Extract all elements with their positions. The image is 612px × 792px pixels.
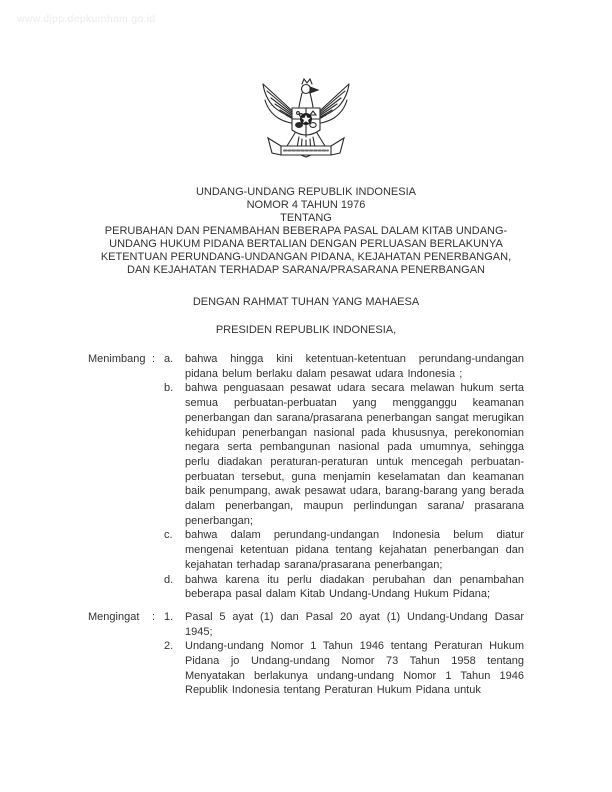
invocation-line: DENGAN RAHMAT TUHAN YANG MAHAESA — [192, 296, 420, 308]
considering-separator: : — [152, 353, 156, 365]
recalling-separator: : — [152, 610, 156, 623]
spacer — [88, 573, 152, 602]
spacer — [152, 573, 164, 602]
title-subject-line: PERUBAHAN DAN PENAMBAHAN BEBERAPA PASAL DALAM KITAB UNDANG- — [104, 225, 508, 237]
spacer — [152, 381, 164, 528]
item-text: bahwa hingga kini ketentuan-ketentuan perundang-undangan pidana belum berlaku dalam pesawat udara Indonesia ; — [185, 353, 524, 380]
spacer — [88, 639, 152, 698]
item-text: bahwa karena itu perlu diadakan perubahan dan penambahan beberapa pasal dalam Kitab Undang-Undang Hukum Pidana; — [185, 573, 524, 601]
item-text: Undang-undang Nomor 1 Tahun 1946 tentang Peraturan Hukum Pidana jo Undang-undang Nomor 73 Tahun 1958 tentang Menyatakan berlakunya undang-undang Nomor 1 Tahun 1946 Republik Indonesia tentang Peraturan Hukum Pidana untuk — [185, 640, 524, 697]
item-text: bahwa penguasaan pesawat udara secara melawan hukum serta semua perbuatan-perbuatan yang mengganggu keamanan penerbangan dan sarana/prasarana penerbangan sangat merugikan kehidupan penerbangan nasional pada khususnya, perekonomian negara serta pembangunan nasional pada umumnya, sehingga perlu diadakan peraturan-peraturan untuk mencegah perbuatan-perbuatan tersebut, guna menjamin keselamatan dan keamanan baik penumpang, awak pesawat udara, barang-barang yang berada dalam penerbangan, maupun perlindungan sarana/ prasarana penerbangan; — [185, 382, 524, 527]
item-text: bahwa dalam perundang-undangan Indonesia belum diatur mengenai ketentuan pidana tentang kejahatan penerbangan dan kejahatan terhadap sarana/prasarana penerbangan; — [185, 529, 524, 571]
item-marker: d. — [164, 573, 174, 586]
title-subject-line: UNDANG HUKUM PIDANA BERTALIAN DENGAN PERLUASAN BERLAKUNYA — [109, 238, 503, 250]
considering-section — [88, 352, 524, 602]
title-line-institution: UNDANG-UNDANG REPUBLIK INDONESIA — [195, 186, 417, 198]
title-line-tentang: TENTANG — [280, 212, 332, 224]
item-marker: 2. — [164, 640, 174, 653]
garuda-pancasila-emblem — [254, 74, 358, 170]
item-marker: a. — [164, 353, 174, 365]
clauses-area — [88, 352, 524, 698]
spacer — [152, 639, 164, 698]
document-title-block — [56, 186, 556, 277]
authority-line: PRESIDEN REPUBLIK INDONESIA, — [215, 324, 397, 336]
spacer — [152, 528, 164, 572]
item-text: Pasal 5 ayat (1) dan Pasal 20 ayat (1) Undang-Undang Dasar 1945; — [185, 610, 524, 638]
spacer — [88, 381, 152, 528]
recalling-section — [88, 610, 524, 698]
considering-label: Menimbang — [88, 353, 146, 365]
item-marker: c. — [164, 529, 173, 542]
item-marker: 1. — [164, 610, 174, 623]
title-line-number: NOMOR 4 TAHUN 1976 — [246, 199, 366, 211]
spacer — [88, 528, 152, 572]
title-subject-line: DAN KEJAHATAN TERHADAP SARANA/PRASARANA PENERBANGAN — [127, 264, 485, 276]
recalling-label: Mengingat — [88, 610, 140, 623]
watermark-text: www.djpp.depkumham.go.id — [17, 13, 156, 25]
item-marker: b. — [164, 382, 174, 395]
title-subject-line: KETENTUAN PERUNDANG-UNDANGAN PIDANA, KEJAHATAN PENERBANGAN, — [100, 251, 512, 263]
